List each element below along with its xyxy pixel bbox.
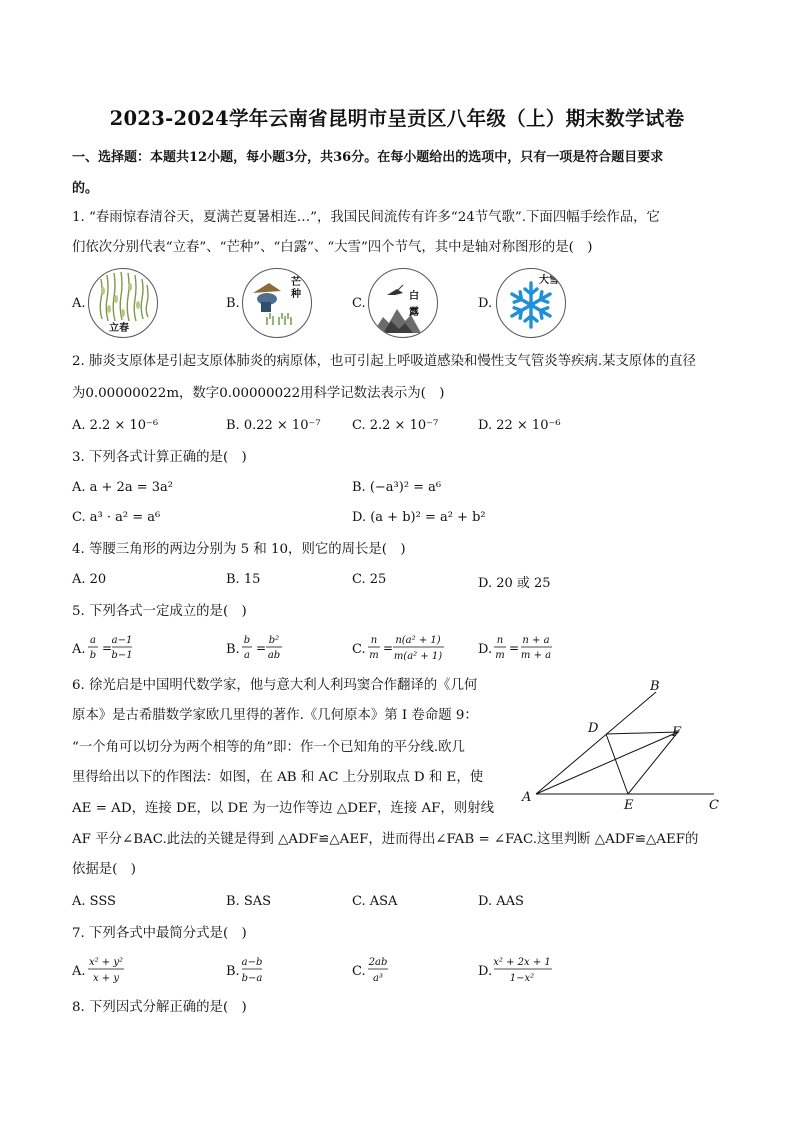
label-f: F (672, 725, 682, 740)
q5-c-rnum: n(a² + 1) (395, 635, 441, 646)
q4-option-b[interactable]: B. 15 (226, 572, 261, 587)
q7-option-d[interactable] (478, 957, 552, 984)
q4-option-d[interactable]: D. 20 或 25 (478, 576, 551, 591)
q5-stem: 5. 下列各式一定成立的是( ) (72, 604, 247, 619)
q5-b-rden: ab (267, 650, 281, 661)
q6-line6: AF 平分∠BAC.此法的关键是得到 △ADF≌△AEF，进而得出∠FAB = ∠FAC.这里判断 △ADF≌△AEF的 (72, 832, 699, 847)
q5-options (72, 628, 632, 668)
ray-ab (536, 692, 656, 794)
q6-line7: 依据是( ) (72, 862, 137, 877)
q7-a-label: A. (72, 964, 86, 979)
q2-option-d[interactable]: D. 22 × 10⁻⁶ (478, 418, 561, 433)
q5-option-a[interactable] (72, 635, 133, 661)
segment-ef (628, 732, 678, 794)
q5-a-rden: b−1 (111, 650, 133, 661)
q6-line5: AE = AD，连接 DE，以 DE 为一边作等边 △DEF，连接 AF，则射线 (72, 801, 494, 816)
label-c: C (709, 798, 719, 813)
q5-d-rden: m + a (520, 650, 552, 661)
daxue-image (496, 268, 566, 338)
bailu-image-text: 白露 (409, 291, 419, 318)
q2-option-a[interactable]: A. 2.2 × 10⁻⁶ (72, 418, 159, 433)
q1-option-a-label: A. (72, 296, 86, 311)
q3-option-a[interactable]: A. a + 2a = 3a² (72, 480, 173, 495)
q7-c-num: 2ab (368, 957, 388, 968)
svg-text:=: = (509, 641, 520, 655)
q3-option-d[interactable]: D. (a + b)² = a² + b² (352, 510, 486, 525)
q6-option-b[interactable]: B. SAS (226, 894, 272, 909)
svg-text:=: = (102, 641, 113, 655)
q6-option-c[interactable]: C. ASA (352, 894, 398, 909)
q7-option-a[interactable] (72, 957, 124, 984)
segment-de (606, 734, 628, 794)
mangzhong-image-text: 芒种 (291, 277, 301, 300)
q7-b-label: B. (226, 964, 240, 979)
q5-b-lnum: b (243, 635, 251, 646)
q7-d-label: D. (478, 964, 493, 979)
q2-option-b[interactable]: B. 0.22 × 10⁻⁷ (226, 418, 321, 433)
q5-a-lden: b (89, 650, 97, 661)
section-heading-line2: 的。 (72, 181, 99, 196)
q6-line4: 里得给出以下的作图法：如图，在 AB 和 AC 上分别取点 D 和 E，使 (72, 770, 484, 785)
q1-option-b-label: B. (226, 296, 240, 311)
q7-option-c[interactable] (352, 957, 388, 984)
q2-option-c[interactable]: C. 2.2 × 10⁻⁷ (352, 418, 439, 433)
q7-b-den: b−a (241, 973, 263, 984)
q4-option-c[interactable]: C. 25 (352, 572, 387, 587)
q6-option-d[interactable]: D. AAS (478, 894, 524, 909)
ray-af (536, 732, 678, 794)
svg-text:=: = (256, 641, 267, 655)
q7-b-num: a−b (241, 957, 263, 968)
bailu-image (368, 268, 438, 338)
q7-a-num: x² + y² (88, 957, 124, 968)
q3-stem: 3. 下列各式计算正确的是( ) (72, 450, 247, 465)
label-b: B (650, 679, 660, 694)
q5-d-label: D. (478, 642, 493, 657)
q5-c-label: C. (352, 642, 366, 657)
q3-option-b[interactable]: B. (−a³)² = a⁶ (352, 480, 442, 495)
q5-option-b[interactable] (226, 635, 282, 661)
q5-d-lden: m (495, 650, 505, 661)
q5-b-label: B. (226, 642, 240, 657)
q5-a-lnum: a (90, 635, 96, 646)
q5-c-rden: m(a² + 1) (393, 651, 443, 662)
q2-line1: 2. 肺炎支原体是引起支原体肺炎的病原体，也可引起上呼吸道感染和慢性支气管炎等疾病.某支原体的直径 (72, 354, 696, 369)
q7-options (72, 950, 572, 990)
label-d: D (588, 721, 599, 736)
q3-option-c[interactable]: C. a³ · a² = a⁶ (72, 510, 161, 525)
q7-stem: 7. 下列各式中最简分式是( ) (72, 926, 247, 941)
q1-option-d-label: D. (478, 296, 493, 311)
q7-a-den: x + y (92, 973, 120, 984)
q4-stem: 4. 等腰三角形的两边分别为 5 和 10，则它的周长是( ) (72, 542, 406, 557)
q5-a-label: A. (72, 642, 86, 657)
section-heading-line1: 一、选择题：本题共12小题，每小题3分，共36分。在每小题给出的选项中，只有一项是符合题目要求 (72, 150, 664, 165)
q7-c-label: C. (352, 964, 366, 979)
svg-text:=: = (383, 641, 394, 655)
q5-c-lnum: n (370, 635, 378, 646)
label-e: E (624, 798, 634, 813)
q6-line2: 原本》是古希腊数学家欧几里得的著作.《几何原本》第 I 卷命题 9： (72, 708, 478, 723)
daxue-image-text: 大雪 (539, 275, 559, 286)
q6-line1: 6. 徐光启是中国明代数学家，他与意大利人利玛窦合作翻译的《几何 (72, 678, 478, 693)
q5-d-rnum: n + a (522, 635, 550, 646)
q5-d-lnum: n (496, 635, 504, 646)
q4-option-a[interactable]: A. 20 (72, 572, 107, 587)
q5-b-rnum: b² (268, 635, 280, 646)
q5-a-rnum: a−1 (111, 635, 133, 646)
q8-stem: 8. 下列因式分解正确的是( ) (72, 1000, 247, 1015)
q1-line2: 们依次分别代表“立春”、“芒种”、“白露”、“大雪”四个节气，其中是轴对称图形的是( ) (72, 240, 593, 255)
q5-option-c[interactable] (352, 635, 444, 662)
label-a: A (522, 790, 532, 805)
q2-line2: 为0.00000022m，数字0.00000022用科学记数法表示为( ) (72, 386, 445, 401)
q5-c-lden: m (369, 650, 379, 661)
segment-df (606, 732, 678, 734)
q7-option-b[interactable] (226, 957, 262, 984)
lichun-image-text: 立春 (109, 323, 129, 334)
lichun-image (88, 268, 158, 338)
mangzhong-image (242, 268, 312, 338)
q5-option-d[interactable] (478, 635, 552, 661)
q7-d-den: 1−x² (509, 973, 535, 984)
q1-line1: 1. “春雨惊春清谷天，夏满芒夏暑相连…”，我国民间流传有许多“24节气歌”.下面四幅手绘作品，它 (72, 210, 660, 225)
q6-line3: “一个角可以切分为两个相等的角”即：作一个已知角的平分线.欧几 (72, 740, 465, 755)
page-title: 2023-2024学年云南省昆明市呈贡区八年级（上）期末数学试卷 (109, 107, 685, 130)
q6-option-a[interactable]: A. SSS (72, 894, 116, 909)
q7-d-num: x² + 2x + 1 (493, 957, 551, 968)
q7-c-den: a³ (373, 973, 383, 984)
q1-option-c-label: C. (352, 296, 366, 311)
crane-mountain-icon (369, 269, 437, 337)
q6-figure (510, 672, 730, 818)
q5-b-lden: a (244, 650, 250, 661)
